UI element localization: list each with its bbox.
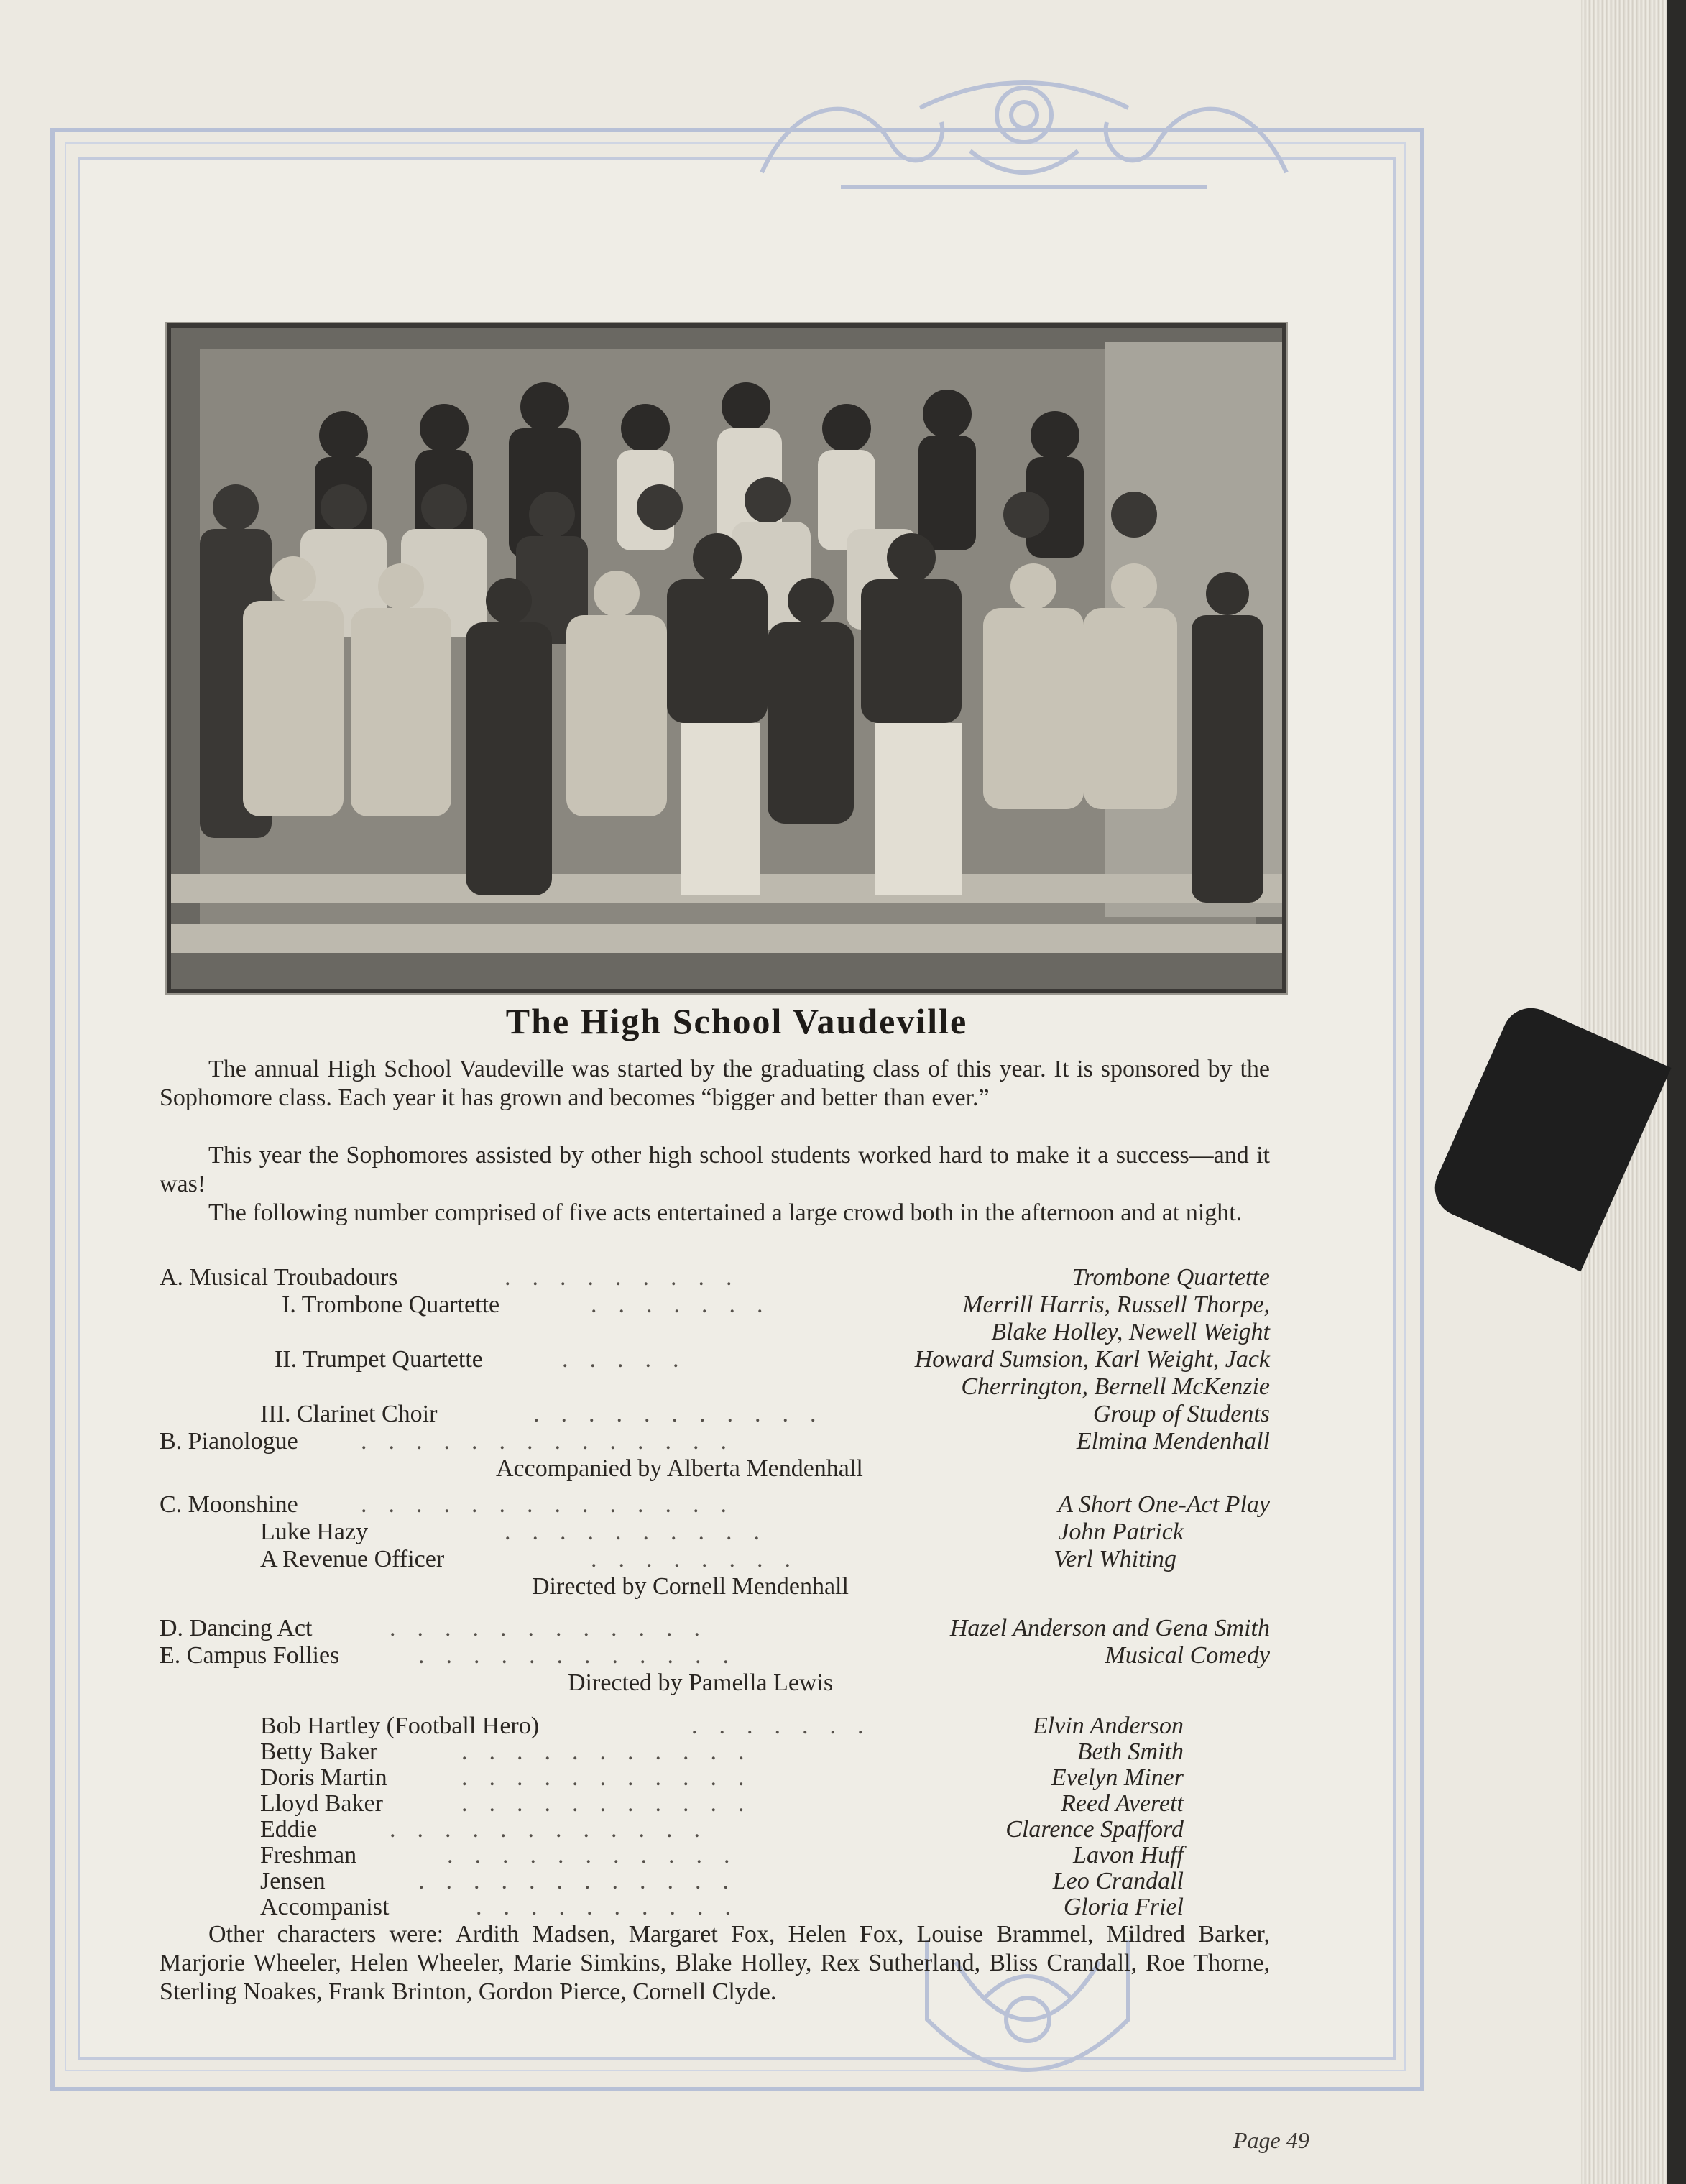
leader-dots: ........... <box>461 1764 766 1791</box>
act-d-performers: Hazel Anderson and Gena Smith <box>949 1615 1270 1641</box>
act-c-note: Directed by Cornell Mendenhall <box>532 1573 849 1600</box>
program-act-e <box>160 1641 1270 1670</box>
program-act-c2 <box>160 1545 1270 1574</box>
cast-actor: Elvin Anderson <box>1033 1713 1184 1739</box>
intro-text-3: The following number comprised of five acts entertained a large crowd both in the afternoon and at night. <box>208 1199 1243 1226</box>
cast-role: Eddie <box>260 1816 318 1843</box>
other-characters-paragraph <box>160 1920 1270 2006</box>
cast-row <box>160 1893 1270 1922</box>
leader-dots: ....... <box>591 1291 785 1318</box>
act-e-note: Directed by Pamella Lewis <box>568 1669 834 1696</box>
leader-dots: ........... <box>461 1790 766 1817</box>
leader-dots: ........... <box>447 1842 752 1869</box>
cast-role: Bob Hartley (Football Hero) <box>260 1713 540 1739</box>
cast-row <box>160 1738 1270 1766</box>
cast-role: Accompanist <box>260 1894 390 1920</box>
act-c2-actor: Verl Whiting <box>1054 1546 1176 1572</box>
leader-dots: ............ <box>390 1816 722 1843</box>
cast-actor: Gloria Friel <box>1063 1894 1184 1920</box>
act-a2-performers-2: Cherrington, Bernell McKenzie <box>961 1373 1270 1400</box>
cast-actor: Beth Smith <box>1077 1738 1184 1765</box>
act-b-label: B. Pianologue <box>160 1428 298 1455</box>
cast-actor: Leo Crandall <box>1052 1868 1184 1894</box>
page-title: The High School Vaudeville <box>505 1001 968 1041</box>
leader-dots: ....... <box>691 1713 885 1739</box>
program-act-b <box>160 1427 1270 1456</box>
leader-dots: ............ <box>418 1642 750 1669</box>
leader-dots: ......... <box>505 1264 754 1291</box>
cast-row <box>160 1841 1270 1870</box>
cast-role: Lloyd Baker <box>260 1790 383 1817</box>
leader-dots: ..... <box>562 1346 701 1373</box>
leader-dots: ............ <box>390 1615 722 1641</box>
act-a1-performers-2: Blake Holley, Newell Weight <box>991 1319 1270 1345</box>
act-a2-performers-1: Howard Sumsion, Karl Weight, Jack <box>914 1346 1270 1373</box>
program-act-c <box>160 1490 1270 1519</box>
act-a2-label: II. Trumpet Quartette <box>275 1346 483 1373</box>
act-a3-performers: Group of Students <box>1092 1401 1270 1427</box>
act-a3-label: III. Clarinet Choir <box>260 1401 438 1427</box>
act-b-note: Accompanied by Alberta Mendenhall <box>496 1455 863 1482</box>
act-c-description: A Short One-Act Play <box>1058 1491 1270 1518</box>
act-c2-role: A Revenue Officer <box>260 1546 445 1572</box>
leader-dots: .............. <box>361 1428 748 1455</box>
cast-row <box>160 1789 1270 1818</box>
cast-actor: Reed Averett <box>1061 1790 1184 1817</box>
cast-actor: Clarence Spafford <box>1005 1816 1184 1843</box>
leader-dots: ........... <box>461 1738 766 1765</box>
act-d-label: D. Dancing Act <box>160 1615 313 1641</box>
leader-dots: .......... <box>476 1894 752 1920</box>
top-ornament <box>755 65 1294 201</box>
intro-text-2: This year the Sophomores assisted by other high school students worked hard to make it a success—and it was! <box>160 1142 1270 1197</box>
leader-dots: .......... <box>505 1519 781 1545</box>
other-characters-text: Other characters were: Ardith Madsen, Margaret Fox, Helen Fox, Louise Brammel, Mildred Barker, Marjorie Wheeler, Helen Wheeler, Marie Simkins, Blake Holley, Rex Sutherland, Bliss Crandall, Roe Thorne, Sterling Noakes, Frank Brinton, Gordon Pierce, Cornell Clyde. <box>160 1921 1270 2005</box>
cast-role: Freshman <box>260 1842 357 1869</box>
cast-row <box>160 1867 1270 1896</box>
program-act-d <box>160 1614 1270 1643</box>
leader-dots: ........... <box>533 1401 838 1427</box>
cast-role: Jensen <box>260 1868 326 1894</box>
act-e-description: Musical Comedy <box>1105 1642 1270 1669</box>
intro-text-1: The annual High School Vaudeville was started by the graduating class of this year. It is sponsored by the Sophomore class. Each year it has grown and becomes “bigger and better than ever.” <box>160 1056 1270 1111</box>
leader-dots: .............. <box>361 1491 748 1518</box>
leader-dots: ........ <box>591 1546 812 1572</box>
program-act-a2 <box>160 1345 1270 1374</box>
act-c1-actor: John Patrick <box>1058 1519 1184 1545</box>
program-act-a3 <box>160 1400 1270 1429</box>
page-number: Page 49 <box>1233 2127 1309 2153</box>
act-c-label: C. Moonshine <box>160 1491 298 1518</box>
act-a-performer: Trombone Quartette <box>1072 1264 1270 1291</box>
leader-dots: ............ <box>418 1868 750 1894</box>
act-e-label: E. Campus Follies <box>160 1642 340 1669</box>
cast-row <box>160 1712 1270 1741</box>
program-act-c1 <box>160 1518 1270 1547</box>
act-a-label: A. Musical Troubadours <box>160 1264 398 1291</box>
intro-paragraph-3 <box>160 1199 1270 1227</box>
intro-paragraph-1 <box>160 1055 1270 1112</box>
cast-row <box>160 1764 1270 1792</box>
act-b-performer: Elmina Mendenhall <box>1076 1428 1270 1455</box>
group-photograph <box>167 323 1286 993</box>
act-a1-label: I. Trombone Quartette <box>282 1291 500 1318</box>
cast-role: Doris Martin <box>260 1764 387 1791</box>
cast-actor: Lavon Huff <box>1073 1842 1184 1869</box>
cast-actor: Evelyn Miner <box>1051 1764 1184 1791</box>
cast-role: Betty Baker <box>260 1738 378 1765</box>
program-act-a1 <box>160 1291 1270 1319</box>
cast-row <box>160 1815 1270 1844</box>
intro-paragraph-2 <box>160 1141 1270 1199</box>
act-c1-role: Luke Hazy <box>260 1519 369 1545</box>
act-a1-performers-1: Merrill Harris, Russell Thorpe, <box>962 1291 1270 1318</box>
program-act-a <box>160 1263 1270 1292</box>
